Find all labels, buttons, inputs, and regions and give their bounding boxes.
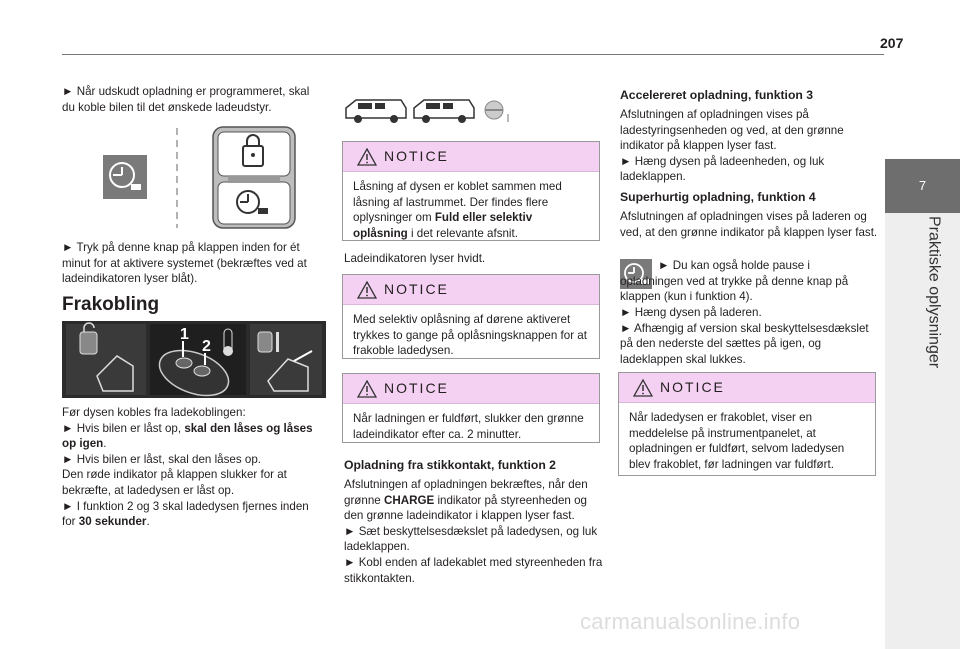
column-3a <box>620 87 882 185</box>
heading-wrap <box>62 294 324 316</box>
notice-text: Når ladningen er fuldført, slukker den grønne ladeindikator efter ca. 2 minutter. <box>353 412 584 441</box>
column-3b <box>620 189 882 240</box>
bold-run: skal den låses og låses op igen <box>62 421 313 451</box>
column-1 <box>62 84 324 115</box>
notice-header <box>619 373 875 403</box>
charge-button-illustration <box>100 126 300 231</box>
warning-icon <box>357 380 377 398</box>
warning-icon <box>357 148 377 166</box>
sub-heading: Opladning fra stikkontakt, funktion 2 <box>344 458 556 472</box>
notice-label: NOTICE <box>384 380 449 396</box>
column-3c <box>620 258 872 305</box>
bold-run: CHARGE <box>383 493 435 507</box>
paragraph <box>62 499 324 530</box>
text-run: Låsning af dysen er koblet sammen med låsning af lastrummet. Der findes flere oplysninger om <box>353 180 562 225</box>
paragraph: Afslutningen af opladningen vises på ladestyringsenheden og ved, at den grønne indikator på klappen lyser fast. <box>620 108 844 153</box>
column-1c <box>62 405 324 530</box>
column-2a <box>344 251 606 267</box>
header-rule <box>62 54 884 55</box>
text-run: . <box>146 515 150 529</box>
notice-header <box>343 374 599 404</box>
figure-label-1: 1 <box>180 326 189 343</box>
notice-box <box>342 373 600 443</box>
paragraph <box>344 477 606 524</box>
notice-header <box>343 142 599 172</box>
notice-box <box>342 274 600 359</box>
paragraph: ► Kobl enden af ladekablet med styreenheden fra stikkontakten. <box>344 555 603 585</box>
watermark: carmanualsonline.info <box>580 609 801 634</box>
paragraph: Den røde indikator på klappen slukker for at bekræfte, at ladedysen er låst op. <box>62 468 287 497</box>
unlock-illustration <box>62 321 326 398</box>
notice-box <box>618 372 876 476</box>
bold-run: Fuld eller selektiv oplåsning <box>353 211 533 240</box>
side-strip <box>885 213 960 649</box>
figure-label-2: 2 <box>202 338 211 355</box>
text-run: . <box>103 437 107 451</box>
paragraph: ► Du kan også holde pause i opladningen ved at trykke på denne knap på klappen (kun i funktion 4). <box>620 259 849 304</box>
text-run: indikator på styreenheden og den grønne ladeindikator i klappen lyser fast. <box>344 493 587 523</box>
paragraph: ► Når udskudt opladning er programmeret, skal du koble bilen til det ønskede ladeudstyr. <box>62 85 310 114</box>
van-icons <box>344 96 519 126</box>
paragraph: Før dysen kobles fra ladekoblingen: <box>62 406 246 419</box>
warning-icon <box>357 281 377 299</box>
notice-text: Med selektiv oplåsning af dørene aktiveret trykkes to gange på oplåsningsknappen for at frakoble ladedysen. <box>353 313 587 358</box>
bold-run: 30 sekunder <box>78 515 147 529</box>
notice-text: Når ladedysen er frakoblet, viser en meddelelse på instrumentpanelet, at opladningen er fuldført, selvom ladedysen blev frakoblet, før ladningen var fuldført. <box>629 411 845 471</box>
notice-label: NOTICE <box>384 148 449 164</box>
paragraph <box>62 421 324 452</box>
section-heading: Frakobling <box>62 294 160 315</box>
column-2b <box>344 457 606 586</box>
paragraph: ► Hæng dysen på ladeenheden, og luk ladeklappen. <box>620 154 825 184</box>
vehicle-icons <box>344 96 519 126</box>
paragraph: ► Afhængig af version skal beskyttelsesdækslet på den nederste del sættes på igen, og ladeklappen skal lukkes. <box>620 321 869 366</box>
paragraph: ► Hvis bilen er låst, skal den låses op. <box>62 452 261 466</box>
text-run: ► I funktion 2 og 3 skal ladedysen fjernes inden for <box>62 499 309 529</box>
column-3d <box>620 305 882 367</box>
sub-heading: Superhurtig opladning, funktion 4 <box>620 190 816 204</box>
column-1b <box>62 240 324 287</box>
paragraph: Afslutningen af opladningen vises på laderen og ved, at den grønne indikator på klappen lyser fast. <box>620 210 878 239</box>
paragraph: ► Tryk på denne knap på klappen inden for ét minut for at aktivere systemet (bekræftes ved at ladeindikatoren lyser blåt). <box>62 241 307 286</box>
paragraph: ► Sæt beskyttelsesdækslet på ladedysen, og luk ladeklappen. <box>344 524 598 554</box>
notice-text <box>353 179 589 241</box>
paragraph: ► Hæng dysen på laderen. <box>620 306 762 319</box>
page-number: 207 <box>880 35 904 51</box>
text-run: ► Hvis bilen er låst op, <box>62 421 185 435</box>
notice-header <box>343 275 599 305</box>
notice-label: NOTICE <box>660 379 725 395</box>
text-run: i det relevante afsnit. <box>407 226 518 240</box>
warning-icon <box>633 379 653 397</box>
unlock-figure <box>62 321 326 398</box>
chapter-tab[interactable]: 7 <box>885 159 960 213</box>
chapter-title: Praktiske oplysninger <box>925 216 943 369</box>
text-run: Afslutningen af opladningen bekræftes, når den grønne <box>344 478 588 507</box>
paragraph: Ladeindikatoren lyser hvidt. <box>344 252 486 265</box>
notice-box <box>342 141 600 241</box>
sub-heading: Accelereret opladning, funktion 3 <box>620 88 814 102</box>
notice-label: NOTICE <box>384 281 449 297</box>
charge-button-figure <box>100 126 300 231</box>
